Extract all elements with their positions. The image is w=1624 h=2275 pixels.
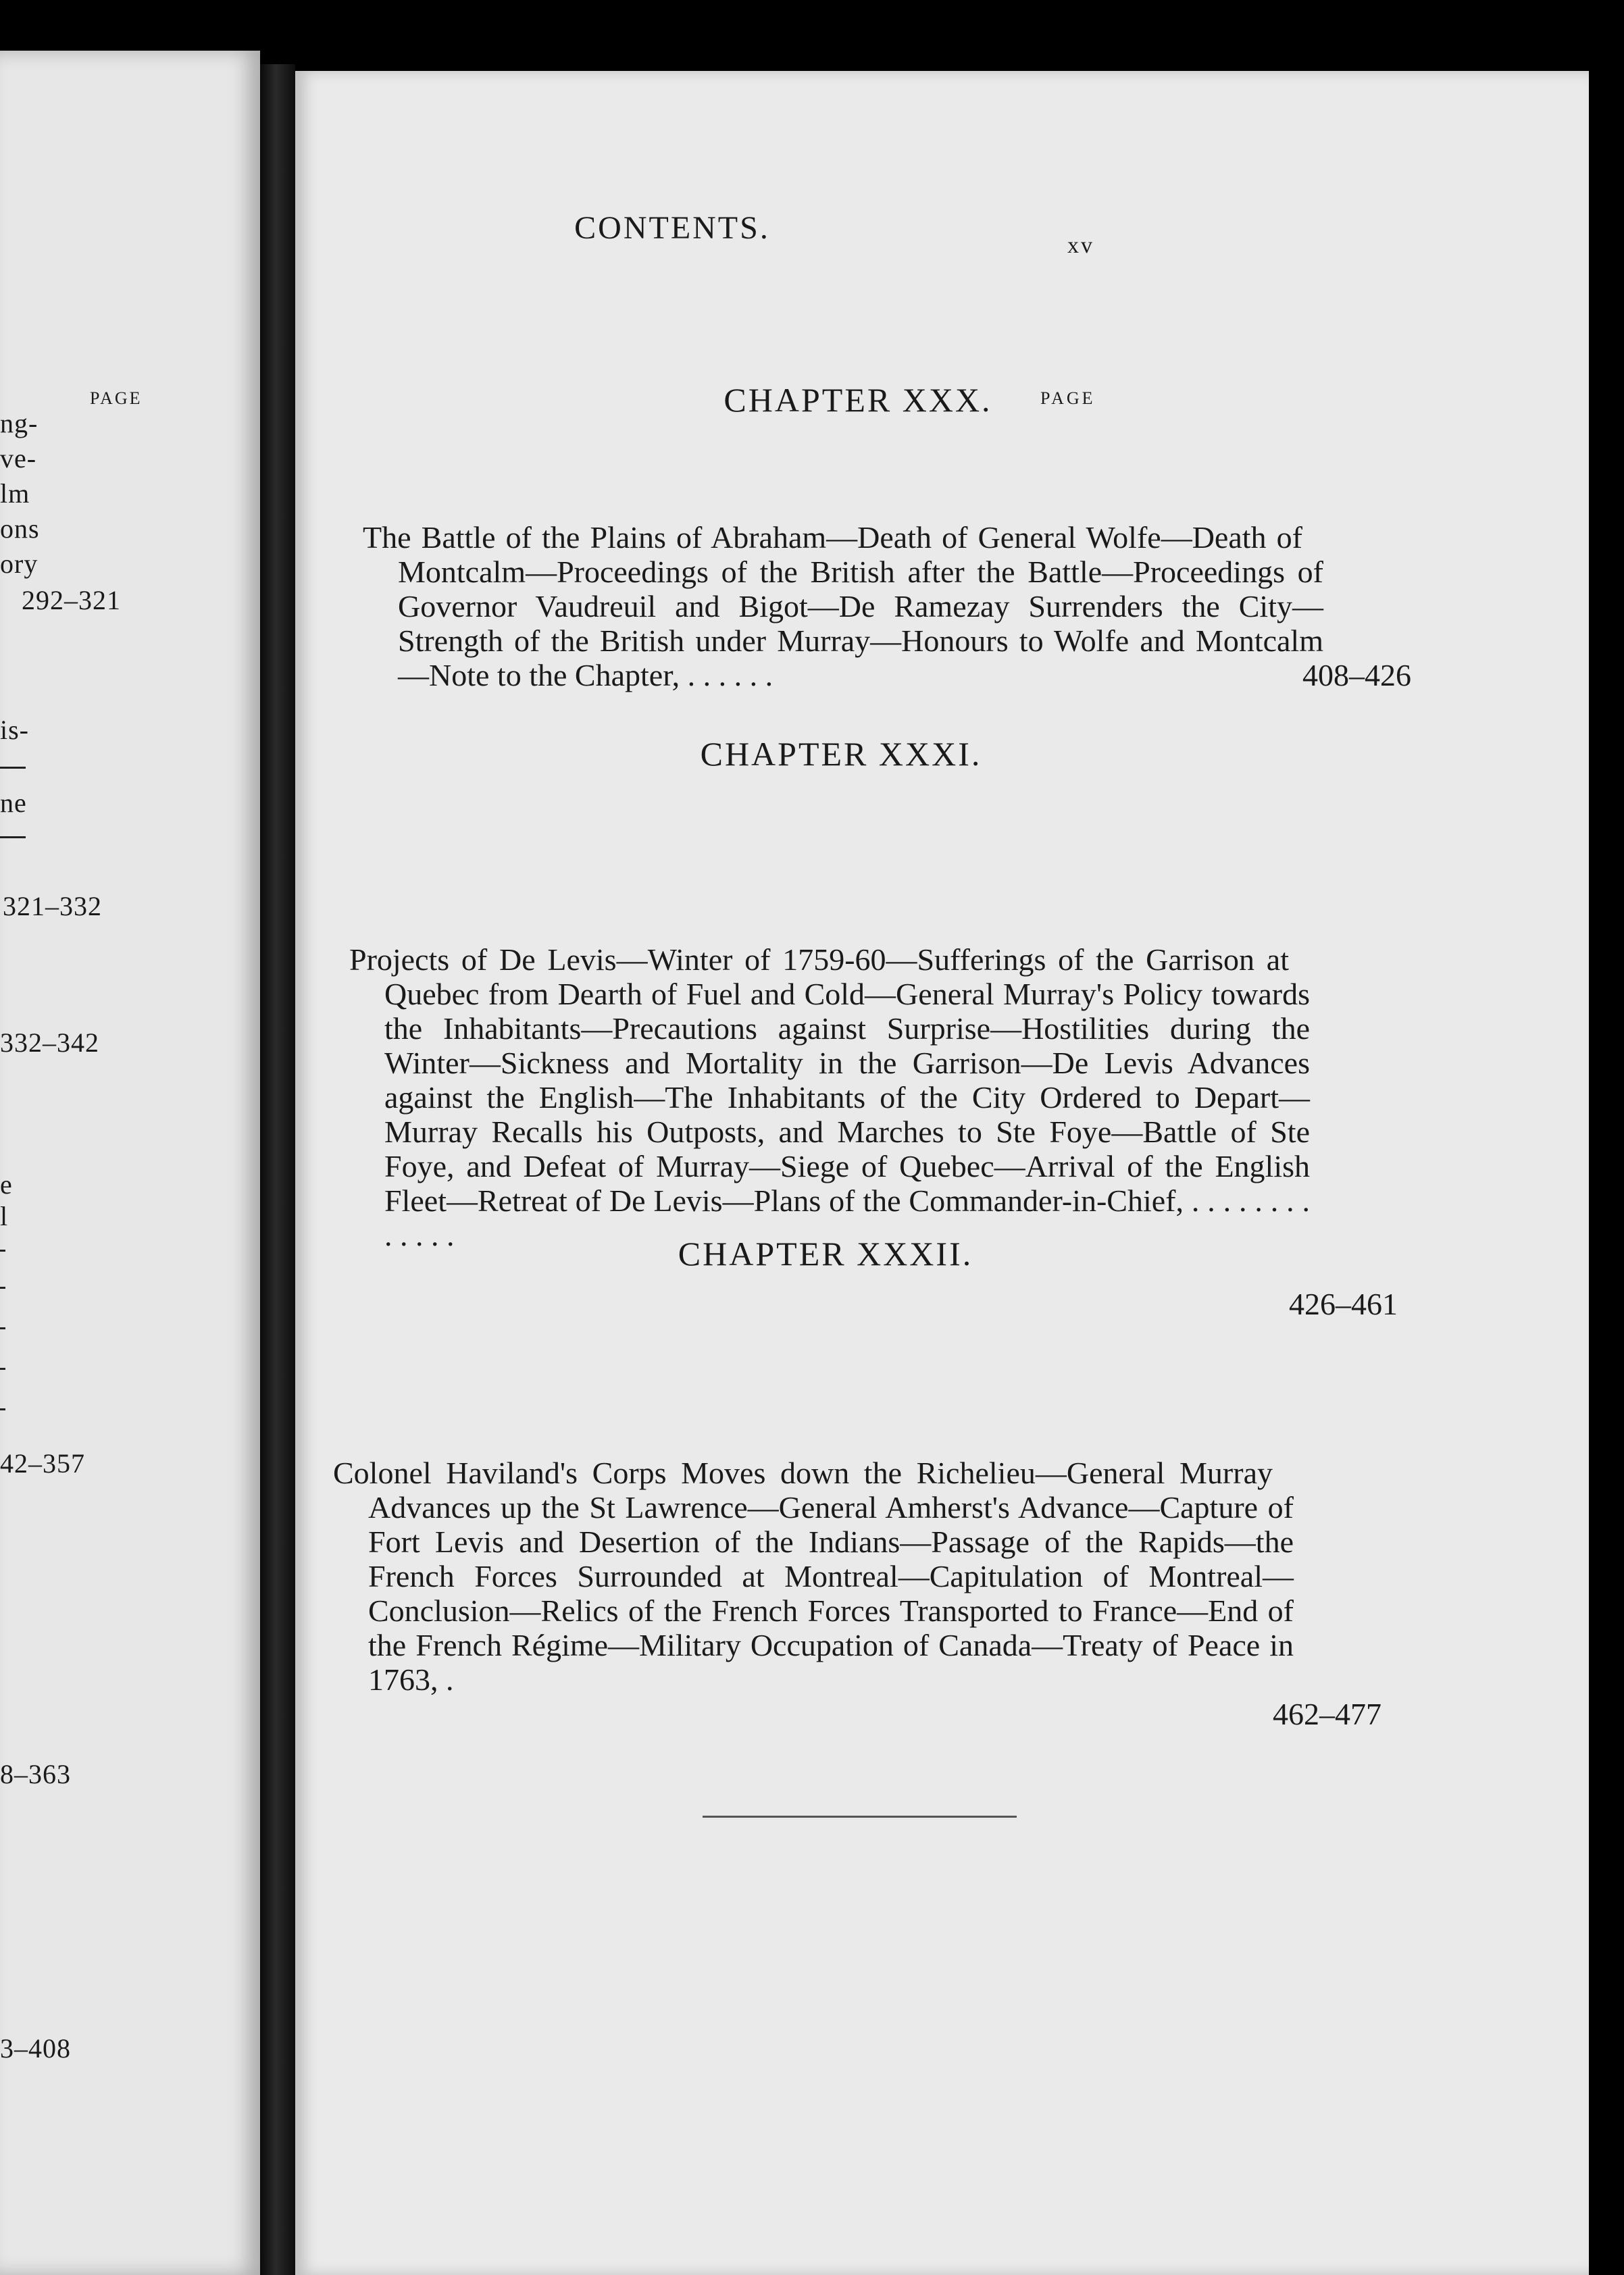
page-range: 462–477 xyxy=(1273,1697,1381,1731)
chapter-summary xyxy=(333,1456,1381,1731)
left-rule xyxy=(0,1327,5,1329)
left-rule xyxy=(0,1250,5,1252)
left-rule xyxy=(0,767,26,769)
left-page-page-label: PAGE xyxy=(90,388,143,408)
left-page xyxy=(0,51,260,2275)
page-number: xv xyxy=(1067,233,1094,258)
left-page-range: 42–357 xyxy=(0,1448,85,1479)
chapter-summary xyxy=(363,520,1411,692)
left-page-range: 8–363 xyxy=(0,1759,71,1789)
summary-text: Projects of De Levis—Winter of 1759-60—Sufferings of the Garrison at Quebec from Dearth of Fuel and Cold—General Murray's Policy towards the Inhabitants—Precautions against Surprise—Hostilities during the Winter—Sickness and Mortality in the Garrison—De Levis Advances against the English—The Inhabitants of the City Ordered to Depart—Murray Recalls his Outposts, and Marches to Ste Foye—Battle of Ste Foye, and Defeat of Murray—Siege of Quebec—Arrival of the English Fleet—Retreat of De Levis—Plans of the Commander-in-Chief, . . . . . . . . . . . . . xyxy=(349,942,1310,1252)
left-page-range: 3–408 xyxy=(0,2033,71,2064)
left-fragment: ons xyxy=(0,513,40,544)
page-range: 408–426 xyxy=(1302,658,1411,692)
left-rule xyxy=(0,1408,5,1410)
left-fragment: ve- xyxy=(0,443,37,474)
summary-text: The Battle of the Plains of Abraham—Death of General Wolfe—Death of Montcalm—Proceedings of the British after the Battle—Proceedings of Governor Vaudreuil and Bigot—De Ramezay Surrenders the City—Strength of the British under Murray—Honours to Wolfe and Montcalm—Note to the Chapter, . . . . . . xyxy=(363,520,1323,692)
left-fragment: lm xyxy=(0,478,30,509)
left-rule xyxy=(0,836,26,838)
left-fragment: ng- xyxy=(0,408,39,438)
book-gutter xyxy=(260,64,295,2275)
page-range: 426–461 xyxy=(1289,1287,1398,1321)
chapter-heading: CHAPTER XXXI. xyxy=(700,735,982,773)
left-fragment: l xyxy=(0,1201,9,1231)
summary-text: Colonel Haviland's Corps Moves down the Richelieu—General Murray Advances up the St Lawrence—General Amherst's Advance—Capture of Fort Levis and Desertion of the Indians—Passage of the Rapids—the French Forces Surrounded at Montreal—Capitulation of Montreal—Conclusion—Relics of the French Forces Transported to France—End of the French Régime—Military Occupation of Canada—Treaty of Peace in 1763, . xyxy=(333,1456,1294,1697)
left-page-range: 332–342 xyxy=(0,1027,99,1058)
closing-rule xyxy=(703,1816,1017,1818)
left-page-range: 292–321 xyxy=(22,585,121,615)
left-page-range: 321–332 xyxy=(3,891,102,921)
chapter-heading: CHAPTER XXXII. xyxy=(678,1235,973,1273)
left-fragment: e xyxy=(0,1169,13,1200)
chapter-heading: CHAPTER XXX. xyxy=(724,381,992,419)
left-fragment: ory xyxy=(0,548,39,579)
left-fragment: ne xyxy=(0,788,27,818)
left-rule xyxy=(0,1287,5,1289)
left-rule xyxy=(0,1368,5,1370)
running-head: CONTENTS. xyxy=(574,210,770,246)
left-fragment: is- xyxy=(0,715,29,745)
page-column-label: PAGE xyxy=(1040,388,1096,408)
